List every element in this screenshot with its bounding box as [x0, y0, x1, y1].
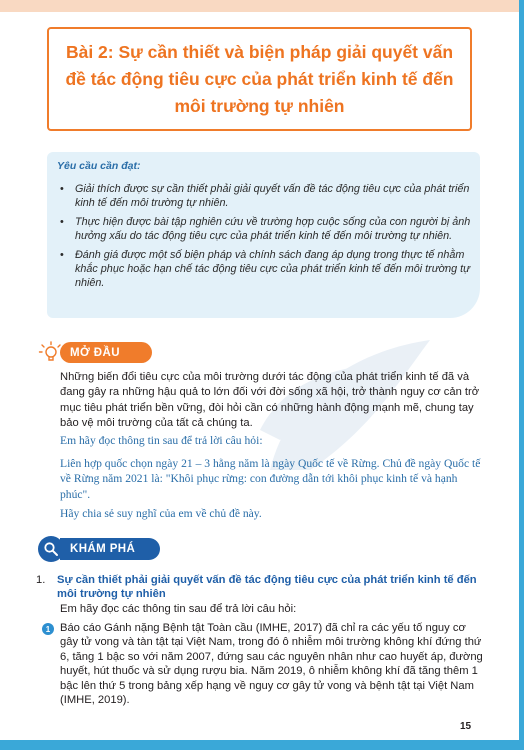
- explore-paragraph: Báo cáo Gánh nặng Bệnh tật Toàn cầu (IMHE, 2017) đã chỉ ra các yếu tố nguy cơ gây tử vong và tàn tật tại Việt Nam, trong đó ô nhiễm môi trường không khí đứng thứ 6, tăng 1 bậc so với năm 2007, đứng sau các nguyên nhân như cao huyết áp, đường huyết, hút thuốc và sử dụng rượu bia. Năm 2019, ô nhiễm không khí đã tăng thêm 1 bậc lên thứ 5 trong bảng xếp hạng về nguy cơ gây tử vong và bệnh tật tại Việt Nam (IMHE, 2019).: [60, 622, 483, 707]
- page-number: 15: [460, 721, 472, 732]
- intro-paragraph: Những biến đổi tiêu cực của môi trường dưới tác động của phát triển kinh tế đã và đang gây ra những hậu quả to lớn đối với đời sống xã hội, trở thành nguy cơ cản trở mục tiêu phát triển bền vững, đòi hỏi cần có những hành động mạnh mẽ, chung tay bảo vệ môi trường của tất cả chúng ta.: [60, 371, 480, 429]
- top-decor-strip: [0, 0, 524, 12]
- requirement-item: • Đánh giá được một số biện pháp và chính sách đang áp dụng trong thực tế nhằm khắc phục hoặc hạn chế tác động tiêu cực của phát triển kinh tế đến môi trường tự nhiên.: [55, 248, 473, 290]
- intro-badge-label: MỞ ĐẦU: [70, 346, 120, 359]
- bottom-decor-bar: [0, 740, 524, 750]
- explore-prompt: Em hãy đọc các thông tin sau để trả lời câu hỏi:: [60, 603, 297, 615]
- magnifier-icon: [43, 541, 59, 557]
- lesson-title: Bài 2: Sự cần thiết và biện pháp giải quyết vấn đề tác động tiêu cực của phát triển kinh tế đến môi trường tự nhiên: [65, 41, 454, 116]
- requirement-item: • Giải thích được sự cần thiết phải giải quyết vấn đề tác động tiêu cực của phát triển kinh tế đến môi trường tự nhiên.: [55, 182, 473, 210]
- explore-badge: [60, 538, 160, 560]
- item-marker: 1: [42, 623, 54, 635]
- section-heading: [36, 573, 486, 601]
- intro-question: Hãy chia sẻ suy nghĩ của em về chủ đề này.: [60, 507, 262, 520]
- intro-badge: [60, 342, 152, 363]
- intro-quote: Liên hợp quốc chọn ngày 21 – 3 hằng năm là ngày Quốc tế về Rừng. Chủ đề ngày Quốc tế về Rừng năm 2021 là: "Khôi phục rừng: con đường dẫn tới khôi phục kinh tế và hạnh phúc".: [60, 457, 481, 501]
- requirements-list: [55, 182, 473, 295]
- requirement-item: • Thực hiện được bài tập nghiên cứu về trường hợp cuộc sống của con người bị ảnh hưởng xấu do tác động tiêu cực của phát triển kinh tế đến môi trường tự nhiên.: [55, 215, 473, 243]
- explore-badge-label: KHÁM PHÁ: [70, 543, 136, 555]
- page-edge-bar: [519, 0, 524, 750]
- intro-prompt: Em hãy đọc thông tin sau để trả lời câu hỏi:: [60, 434, 263, 447]
- lesson-title-box: [47, 27, 472, 131]
- section-number: 1.: [36, 574, 46, 586]
- requirements-heading: Yêu cầu cần đạt:: [57, 160, 141, 172]
- section-title: Sự cần thiết phải giải quyết vấn đề tác động tiêu cực của phát triển kinh tế đến môi trường tự nhiên: [57, 574, 477, 600]
- requirements-box: [47, 152, 480, 318]
